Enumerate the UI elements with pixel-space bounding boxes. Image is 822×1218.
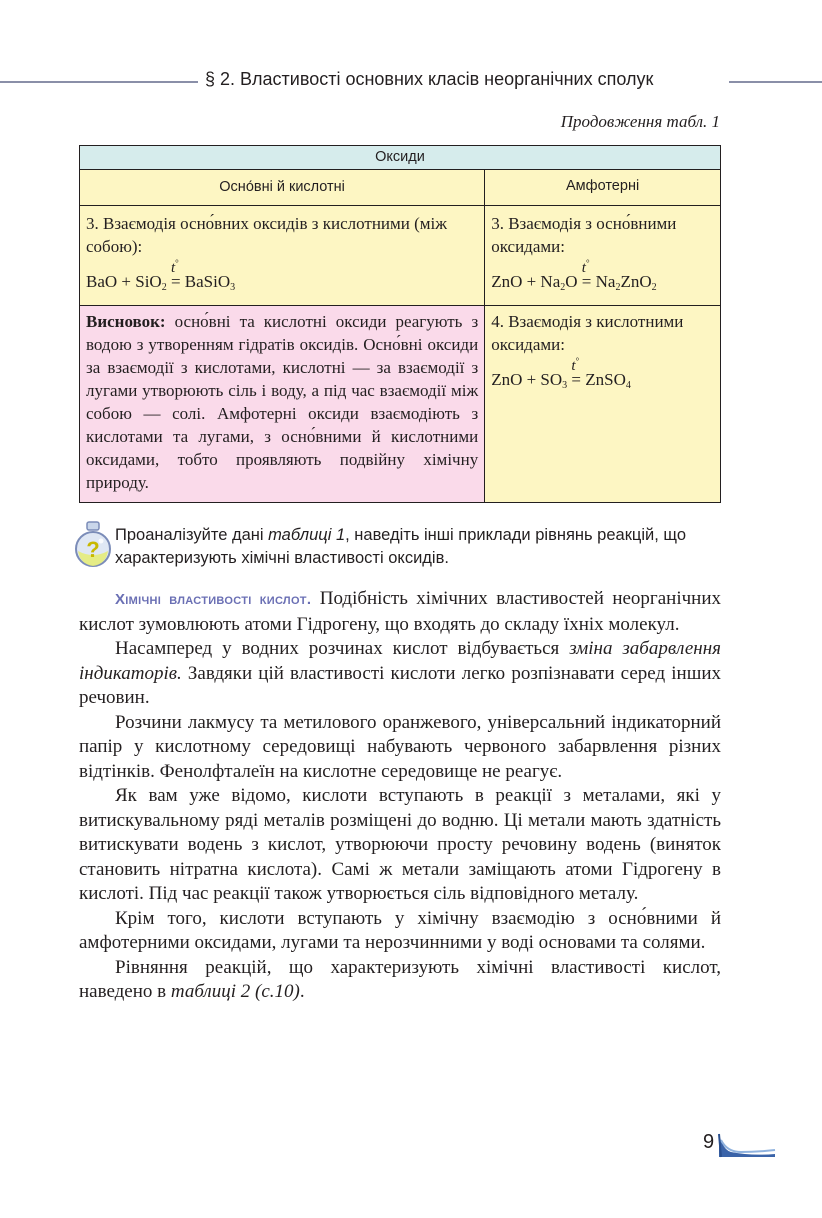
question-flask-icon xyxy=(73,521,113,569)
cell-row1-left xyxy=(80,206,485,306)
paragraph: Рівняння реакцій, що характеризують хімічні властивості кислот, наведено в таблиці 2 (с.10). xyxy=(79,956,721,1002)
main-text xyxy=(79,587,721,1005)
paragraph: Насамперед у водних розчинах кислот відбувається зміна забарвлення індикаторів. Завдяки цій властивості кислоти легко розпізнавати серед інших речовин. xyxy=(79,638,721,708)
header-rule-right xyxy=(729,81,822,83)
reaction-formula: ZnO + $Na_2O$ t° = $Na_2ZnO_2$ xyxy=(491,258,657,293)
equals-heat-sign: t° = xyxy=(581,258,592,291)
paragraph: Крім того, кислоти вступають у хімічну взаємодію з осно́вними й амфотерними оксидами, лугами та нерозчинними у воді основами та солями. xyxy=(79,907,721,953)
column-header-amphoteric: Амфотерні xyxy=(485,170,721,206)
page-number: 9 xyxy=(703,1131,715,1153)
column-header-basic-acidic: Осно́вні й кислотні xyxy=(80,170,485,206)
cell-row2-right xyxy=(485,306,721,503)
cell-row1-right xyxy=(485,206,721,306)
question-prompt: Проаналізуйте дані таблиці 1, наведіть інші приклади рівнянь реакцій, що характеризують хімічні властивості оксидів. xyxy=(115,526,687,567)
paragraph: Як вам уже відомо, кислоти вступають в реакції з металами, які у витискувальному ряді металів розміщені до водню. Ці метали мають здатність витискувати водень з кислот, утворюючи просту речовину водень (виняток становить нітратна кислота). Самі ж метали заміщають атоми Гідрогену в кислоті. Під час реакції також утворюється сіль відповідного металу. xyxy=(79,785,721,904)
section-keyword: Хімічні властивості кислот. xyxy=(115,591,312,608)
reaction-formula: ZnO + $SO_3$ t° = ZnSO$_4$ xyxy=(491,356,631,391)
paragraph: Розчини лакмусу та метилового оранжевого, універсальний індикаторний папір у кислотному середовищі набувають червоного забарвлення різних відтінків. Фенолфталеїн на кислотне середовище не реагує. xyxy=(79,711,721,782)
paragraph: Хімічні властивості кислот. Подібність хімічних властивостей неорганічних кислот зумовлюють атоми Гідрогену, що входять до складу їхніх молекул. xyxy=(79,588,722,635)
reaction-formula: BaO + SiO$_2$ t° = BaSiO$_3$ xyxy=(86,258,236,293)
oxides-table xyxy=(79,145,721,503)
equals-heat-sign: t° = xyxy=(571,356,582,389)
header-rule-left xyxy=(0,81,198,83)
cell-conclusion xyxy=(80,306,485,503)
cell-text: 4. Взаємодія з кислотними оксидами: xyxy=(491,312,684,354)
table-group-header: Оксиди xyxy=(80,146,721,170)
section-title: § 2. Властивості основних класів неорганічних сполук xyxy=(205,69,654,89)
wave-decoration-icon xyxy=(717,1132,777,1158)
table-continuation-label: Продовження табл. 1 xyxy=(560,112,720,131)
conclusion-label: Висновок: xyxy=(86,312,166,331)
svg-text:?: ? xyxy=(86,537,100,562)
conclusion-text: осно́вні та кислотні оксиди реагують з водою з утворенням гідратів оксидів. Осно́вні оксиди за взаємодії з кислотами, кислотні — за взаємодії з лугами утворюють сіль і воду, а під час взаємодії між собою — солі. Амфотерні оксиди взаємодіють з кислотами та лугами, з осно́вними й кислотними оксидами, тобто проявляють подвійну хімічну природу. xyxy=(86,312,479,492)
cell-text: 3. Взаємодія з осно́вними оксидами: xyxy=(491,214,677,256)
cell-text: 3. Взаємодія осно́вних оксидів з кислотними (між собою): xyxy=(86,214,448,256)
equals-heat-sign: t° = xyxy=(170,258,181,291)
